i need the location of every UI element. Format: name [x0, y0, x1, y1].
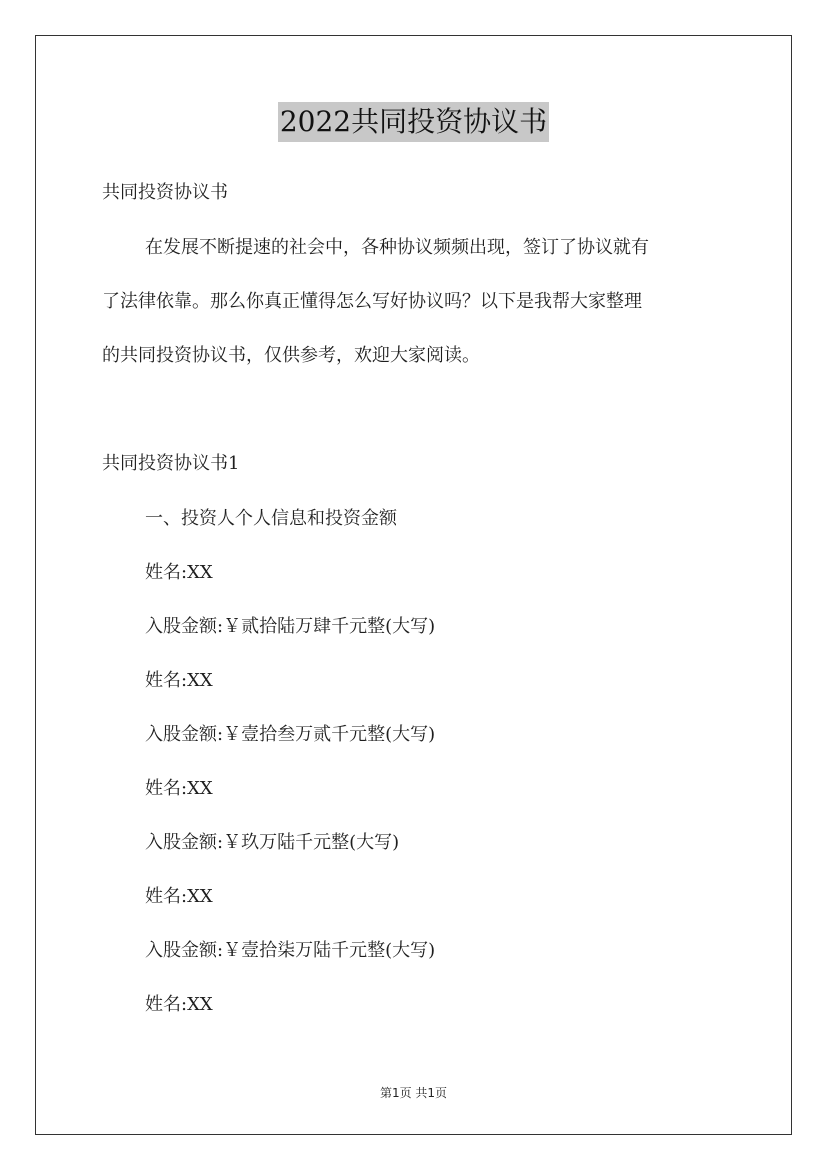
document-title-wrapper	[0, 102, 827, 142]
investment-amount-2: 入股金额:￥壹拾叁万贰千元整(大写)	[145, 724, 436, 745]
page-footer: 第1页 共1页	[379, 1086, 448, 1100]
investor-name-5: 姓名:XX	[145, 994, 213, 1015]
investment-amount-4: 入股金额:￥壹拾柒万陆千元整(大写)	[145, 940, 436, 961]
investor-name-3: 姓名:XX	[145, 778, 213, 799]
investor-name-4: 姓名:XX	[145, 886, 213, 907]
section-heading: 一、投资人个人信息和投资金额	[145, 508, 397, 529]
intro-line-3: 的共同投资协议书，仅供参考，欢迎大家阅读。	[102, 345, 480, 366]
document-subtitle: 共同投资协议书	[102, 182, 228, 203]
investment-amount-3: 入股金额:￥玖万陆千元整(大写)	[145, 832, 400, 853]
intro-line-1: 在发展不断提速的社会中，各种协议频频出现，签订了协议就有	[145, 237, 649, 258]
investor-name-2: 姓名:XX	[145, 670, 213, 691]
investor-name-1: 姓名:XX	[145, 562, 213, 583]
document-title: 2022共同投资协议书	[278, 102, 549, 142]
investment-amount-1: 入股金额:￥贰拾陆万肆千元整(大写)	[145, 616, 436, 637]
intro-line-2: 了法律依靠。那么你真正懂得怎么写好协议吗？以下是我帮大家整理	[102, 291, 642, 312]
section-title: 共同投资协议书1	[102, 453, 240, 474]
